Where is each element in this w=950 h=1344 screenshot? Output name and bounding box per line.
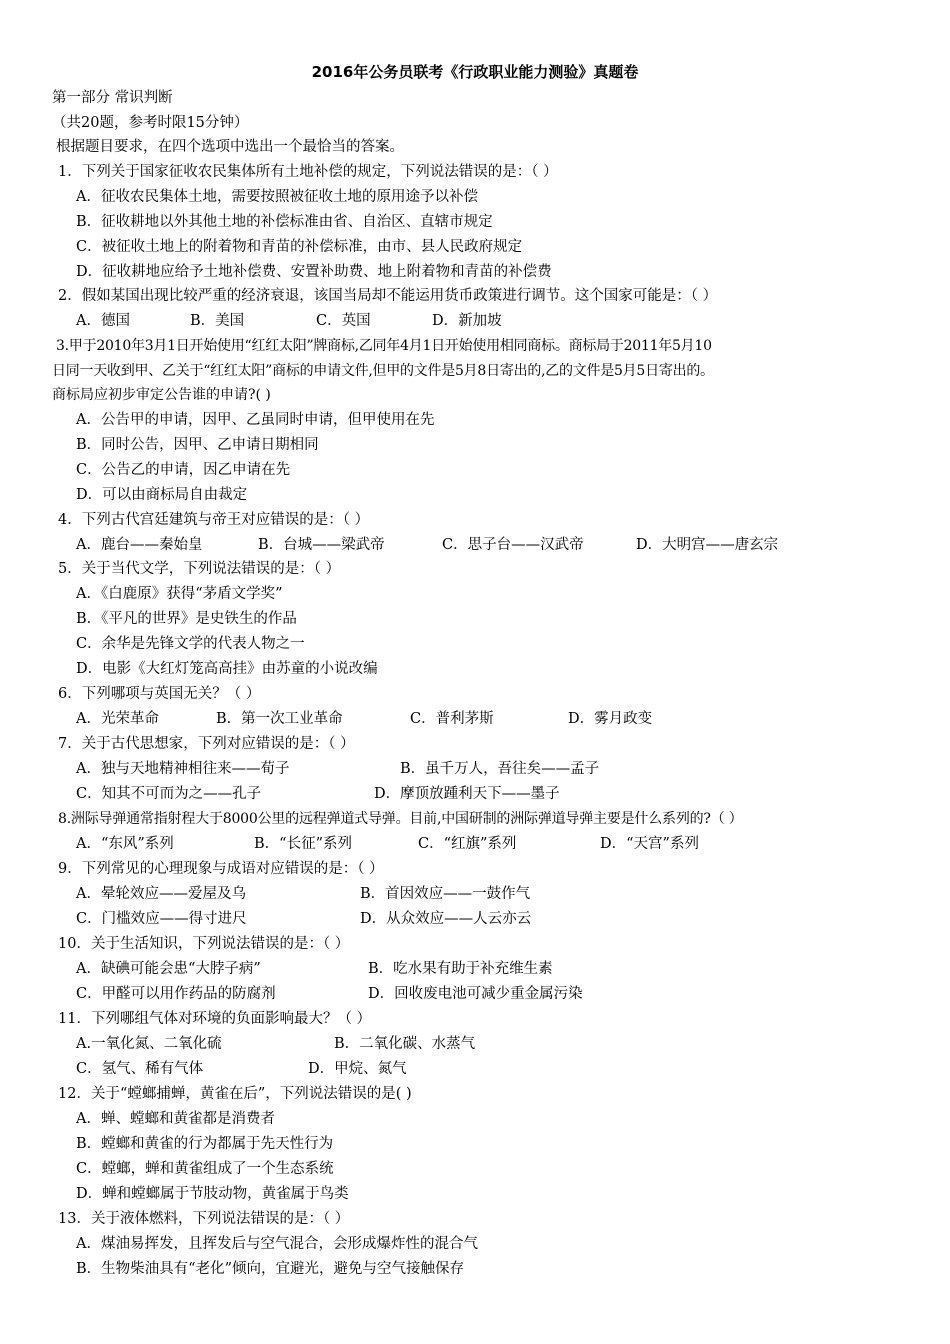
question-3-stem-line-1: 3.甲于2010年3月1日开始使用“红红太阳”牌商标,乙同年4月1日开始使用相同商标。商标局于2011年5月10 [56,338,712,354]
question-9-option-a: A．晕轮效应——爱屋及乌 [76,886,246,902]
question-9-option-b: B．首因效应——一鼓作气 [360,886,531,902]
question-13-stem: 13．关于液体燃料，下列说法错误的是：（ ） [58,1211,350,1227]
question-4-option-d: D．大明宫——唐玄宗 [636,537,779,553]
question-6-option-b: B．第一次工业革命 [216,711,343,727]
question-5-option-a: A．《白鹿原》获得“茅盾文学奖” [76,586,283,602]
question-5-option-b: B．《平凡的世界》是史铁生的作品 [76,611,297,627]
question-8-option-c: C．“红旗”系列 [418,836,517,852]
question-11-stem: 11．下列哪组气体对环境的负面影响最大？（ ） [58,1011,372,1027]
question-9-option-d: D．从众效应——人云亦云 [360,911,532,927]
question-6-option-c: C．普利茅斯 [410,711,494,727]
question-1-option-b: B．征收耕地以外其他土地的补偿标准由省、自治区、直辖市规定 [76,214,493,230]
question-2-option-b: B．美国 [190,313,245,329]
question-13-option-a: A．煤油易挥发，且挥发后与空气混合，会形成爆炸性的混合气 [76,1236,478,1252]
question-11-option-b: B．二氧化碳、水蒸气 [334,1036,476,1052]
question-6-option-d: D．雾月政变 [568,711,653,727]
question-4-option-a: A．鹿台——秦始皇 [76,537,203,553]
question-12-option-a: A．蝉、螳螂和黄雀都是消费者 [76,1111,275,1127]
question-2-option-c: C．英国 [316,313,371,329]
question-11-option-c: C．氢气、稀有气体 [76,1061,204,1077]
question-4-stem: 4．下列古代宫廷建筑与帝王对应错误的是：（ ） [58,512,370,528]
question-12-option-d: D．蝉和螳螂属于节肢动物，黄雀属于鸟类 [76,1186,349,1202]
question-9-option-c: C．门槛效应——得寸进尺 [76,911,247,927]
question-10-option-c: C．甲醛可以用作药品的防腐剂 [76,986,276,1002]
question-1-option-a: A．征收农民集体土地，需要按照被征收土地的原用途予以补偿 [76,189,478,205]
question-12-option-b: B．螳螂和黄雀的行为都属于先天性行为 [76,1136,334,1152]
question-8-option-d: D．“天宫”系列 [600,836,699,852]
question-1-option-c: C．被征收土地上的附着物和青苗的补偿标准，由市、县人民政府规定 [76,239,523,255]
question-2-option-a: A．德国 [76,313,130,329]
question-2-option-d: D．新加坡 [432,313,502,329]
question-4-option-b: B．台城——梁武帝 [258,537,385,553]
question-10-option-d: D．回收废电池可减少重金属污染 [368,986,583,1002]
question-5-option-d: D．电影《大红灯笼高高挂》由苏童的小说改编 [76,661,378,677]
question-3-option-a: A．公告甲的申请，因甲、乙虽同时申请，但甲使用在先 [76,412,435,428]
question-7-option-c: C．知其不可而为之——孔子 [76,786,262,802]
question-10-option-a: A．缺碘可能会患“大脖子病” [76,961,261,977]
question-5-stem: 5．关于当代文学，下列说法错误的是：（ ） [58,561,341,577]
question-3-stem-line-2: 日同一天收到甲、乙关于“红红太阳”商标的申请文件,但甲的文件是5月8日寄出的,乙的文件是5月5日寄出的。 [52,363,714,379]
question-11-option-d: D．甲烷、氮气 [308,1061,407,1077]
question-7-stem: 7．关于古代思想家，下列对应错误的是：（ ） [58,736,355,752]
question-3-option-b: B．同时公告，因甲、乙申请日期相同 [76,437,319,453]
question-1-stem: 1．下列关于国家征收农民集体所有土地补偿的规定，下列说法错误的是：（ ） [58,164,558,180]
question-8-option-a: A．“东风”系列 [76,836,174,852]
question-13-option-b: B．生物柴油具有“老化”倾向，宜避光，避免与空气接触保存 [76,1261,464,1277]
question-3-option-d: D．可以由商标局自由裁定 [76,487,248,503]
question-8-stem: 8.洲际导弹通常指射程大于8000公里的远程弹道式导弹。目前,中国研制的洲际弹道导弹主要是什么系列的?（ ） [58,811,743,827]
question-2-stem: 2．假如某国出现比较严重的经济衰退，该国当局却不能运用货币政策进行调节。这个国家可能是：（ ） [58,288,718,304]
question-11-option-a: A.一氧化氮、二氧化硫 [76,1036,222,1052]
question-9-stem: 9．下列常见的心理现象与成语对应错误的是：（ ） [58,861,384,877]
question-3-option-c: C．公告乙的申请，因乙申请在先 [76,462,291,478]
question-3-stem-line-3: 商标局应初步审定公告谁的申请?( ) [52,387,271,403]
question-10-stem: 10．关于生活知识，下列说法错误的是：（ ） [58,936,350,952]
question-6-stem: 6．下列哪项与英国无关？（ ） [58,686,261,702]
question-5-option-c: C．余华是先锋文学的代表人物之一 [76,636,305,652]
question-7-option-d: D．摩顶放踵利天下——墨子 [374,786,560,802]
time-note: （共20题，参考时限15分钟） [52,115,249,131]
question-8-option-b: B．“长征”系列 [254,836,352,852]
question-12-option-c: C．螳螂，蝉和黄雀组成了一个生态系统 [76,1161,334,1177]
exam-title: 2016年公务员联考《行政职业能力测验》真题卷 [311,63,639,81]
section-heading: 第一部分 常识判断 [52,90,173,106]
question-4-option-c: C．思子台——汉武帝 [442,537,584,553]
question-10-option-b: B．吃水果有助于补充维生素 [368,961,553,977]
question-7-option-a: A．独与天地精神相往来——荀子 [76,761,290,777]
instruction: 根据题目要求，在四个选项中选出一个最恰当的答案。 [56,139,404,155]
question-12-stem: 12．关于“螳螂捕蝉，黄雀在后”，下列说法错误的是( ) [58,1086,412,1102]
question-6-option-a: A．光荣革命 [76,711,159,727]
question-7-option-b: B．虽千万人，吾往矣——孟子 [400,761,600,777]
question-1-option-d: D．征收耕地应给予土地补偿费、安置补助费、地上附着物和青苗的补偿费 [76,264,552,280]
